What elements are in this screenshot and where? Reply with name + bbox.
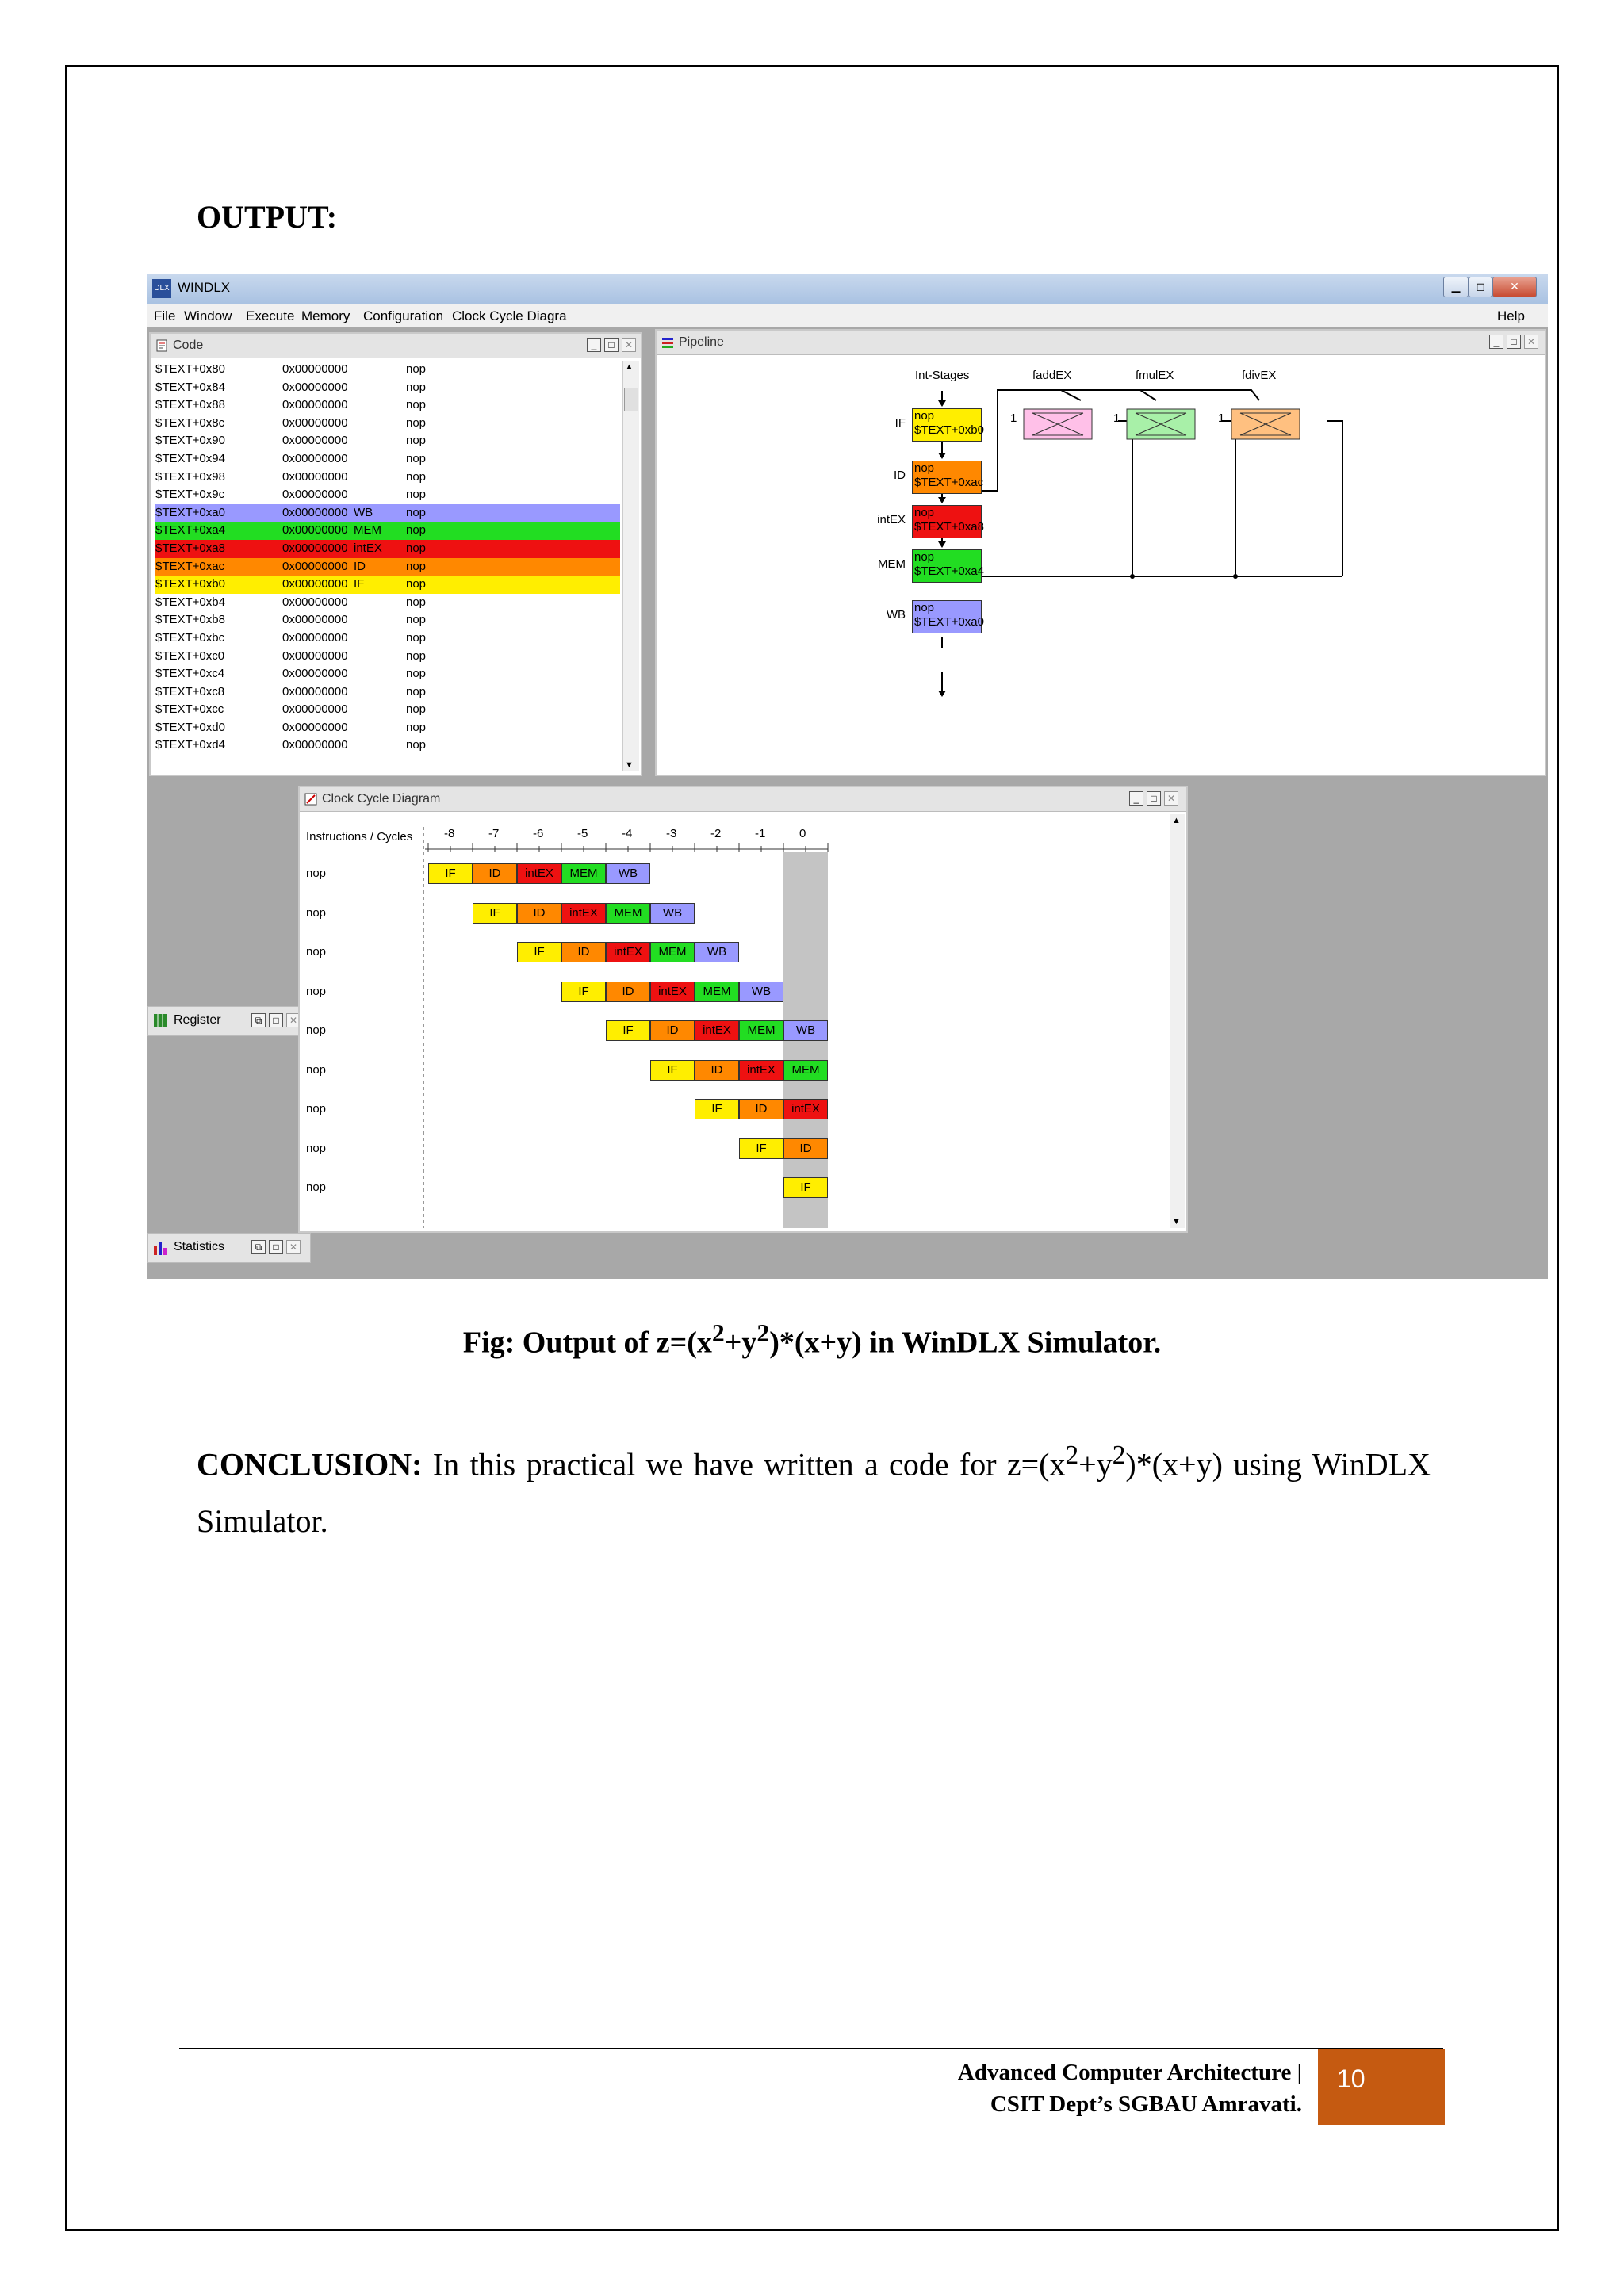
pipeline-stage-label: IF [894,416,906,430]
ccd-stage-cell: ID [650,1020,695,1041]
fp-unit-count: 1 [1218,411,1225,425]
app-titlebar [147,274,1548,304]
menubar [147,304,1548,327]
footer-department: CSIT Dept’s SGBAU Amravati. [990,2091,1302,2117]
register-restore-button[interactable]: ⧉ [251,1013,266,1027]
code-row[interactable] [155,415,620,433]
menu-clock-cycle-diagram[interactable]: Clock Cycle Diagra [452,308,567,323]
code-row[interactable] [155,719,620,737]
code-hex: 0x00000000 [282,398,348,412]
code-addr: $TEXT+0x9c [155,488,225,502]
scroll-down-icon[interactable]: ▼ [625,760,634,770]
code-addr: $TEXT+0x94 [155,451,225,465]
menu-help[interactable]: Help [1497,308,1525,323]
fp-unit-count: 1 [1113,411,1120,425]
code-row[interactable] [155,665,620,683]
ccd-stage-cell: WB [650,903,695,924]
fp-unit-box[interactable] [1231,408,1300,440]
statistics-close-button[interactable]: ✕ [286,1240,301,1254]
scroll-thumb[interactable] [624,388,638,411]
output-heading: OUTPUT: [197,199,338,235]
ccd-stage-cell: ID [606,982,650,1002]
ccd-stage-cell: IF [739,1138,783,1159]
fp-unit-box[interactable] [1023,408,1093,440]
code-addr: $TEXT+0x8c [155,415,225,430]
ccd-stage-cell: ID [517,903,561,924]
ccd-stage-cell: intEX [561,903,606,924]
pipeline-stage-label: MEM [878,557,906,571]
stage-instruction: nop [914,461,935,475]
register-close-button[interactable]: ✕ [286,1013,301,1027]
conclusion-superscript: 2 [1065,1441,1079,1470]
ccd-stage-cell: IF [783,1177,828,1198]
ccd-window-title: Clock Cycle Diagram [322,792,441,806]
code-hex: 0x00000000 [282,362,348,376]
ccd-stage-cell: ID [695,1060,739,1081]
ccd-header-label: Instructions / Cycles [306,830,413,844]
code-hex: 0x00000000 [282,649,348,663]
ccd-stage-cell: MEM [695,982,739,1002]
code-addr: $TEXT+0x84 [155,380,225,394]
pipeline-stage-label: WB [886,608,906,622]
pipeline-window-titlebar [657,331,1545,355]
code-instr: nop [406,738,427,752]
menu-memory[interactable]: Memory [301,308,350,323]
conclusion-text: +y [1078,1446,1113,1483]
code-instr: nop [406,630,427,645]
code-hex: 0x00000000 [282,451,348,465]
pipeline-minimize-button[interactable]: _ [1489,335,1503,349]
ccd-stage-cell: intEX [650,982,695,1002]
ccd-close-button[interactable]: ✕ [1164,791,1178,806]
pipeline-stage-box[interactable] [912,549,982,583]
code-instr: nop [406,451,427,465]
clock-cycle-diagram-window [298,786,1188,1233]
ccd-stage-cell: intEX [783,1099,828,1119]
conclusion-text: )*(x+y) using WinDLX Simulator. [197,1446,1431,1540]
ccd-stage-cell: IF [561,982,606,1002]
ccd-instruction-label: nop [306,1062,327,1077]
ccd-stage-cell: ID [783,1138,828,1159]
ccd-stage-cell: IF [473,903,517,924]
caption-superscript: 2 [711,1319,725,1347]
code-hex: 0x00000000 [282,523,348,538]
register-window-title: Register [174,1013,221,1027]
stage-address: $TEXT+0xa0 [914,615,984,629]
code-hex: 0x00000000 [282,702,348,717]
cycle-label: 0 [799,827,806,840]
code-hex: 0x00000000 [282,415,348,430]
code-instr: nop [406,613,427,627]
ccd-stage-cell: IF [606,1020,650,1041]
code-hex: 0x00000000 [282,738,348,752]
code-minimize-button[interactable]: _ [587,338,601,352]
code-stage: IF [354,577,365,591]
code-row[interactable] [155,486,620,504]
mdi-area [147,327,1548,1279]
code-hex: 0x00000000 [282,595,348,609]
fmulex-header: fmulEX [1136,369,1174,382]
code-hex: 0x00000000 [282,630,348,645]
code-instr: nop [406,649,427,663]
code-hex: 0x00000000 [282,559,348,573]
code-stage: intEX [354,541,382,555]
fdivex-header: fdivEX [1242,369,1277,382]
code-close-button[interactable]: ✕ [622,338,636,352]
statistics-icon [153,1240,169,1256]
cycle-label: -4 [622,827,633,840]
code-stage: MEM [354,523,381,538]
statistics-maximize-button[interactable]: □ [269,1240,283,1254]
stage-instruction: nop [914,506,935,519]
code-addr: $TEXT+0xb4 [155,595,225,609]
code-window-title: Code [173,339,204,352]
register-icon [153,1013,167,1027]
ccd-maximize-button[interactable]: □ [1147,791,1161,806]
code-listing [155,361,620,755]
code-instr: nop [406,434,427,448]
code-row[interactable] [155,432,620,450]
code-instr: nop [406,720,427,734]
code-addr: $TEXT+0xc8 [155,684,225,698]
ccd-instruction-label: nop [306,945,327,959]
code-addr: $TEXT+0xb8 [155,613,225,627]
pipeline-stage-label: intEX [877,513,906,526]
code-maximize-button[interactable]: □ [604,338,619,352]
close-button[interactable]: ✕ [1492,277,1537,297]
code-instr: nop [406,667,427,681]
code-addr: $TEXT+0xb0 [155,577,225,591]
pipeline-stage-box[interactable] [912,461,982,494]
footer-divider [179,2048,1443,2049]
ccd-stage-cell: intEX [739,1060,783,1081]
conclusion-text: In this practical we have written a code for z=(x [422,1446,1066,1483]
footer-course: Advanced Computer Architecture | [957,2060,1302,2085]
code-addr: $TEXT+0xd4 [155,738,225,752]
page-number: 10 [1318,2049,1445,2125]
ccd-instruction-label: nop [306,1181,327,1194]
code-addr: $TEXT+0xd0 [155,720,225,734]
statistics-window-title: Statistics [174,1240,225,1253]
code-window-titlebar [151,334,641,358]
windlx-screenshot [147,274,1548,1279]
code-row[interactable] [155,396,620,415]
code-instr: nop [406,380,427,394]
maximize-button[interactable]: ◻ [1469,277,1492,297]
code-hex: 0x00000000 [282,667,348,681]
code-instr: nop [406,559,427,573]
pipeline-icon [661,336,674,349]
code-row[interactable] [155,648,620,666]
code-addr: $TEXT+0xa8 [155,541,225,555]
code-row[interactable] [155,450,620,469]
conclusion-paragraph [197,1427,1431,1550]
code-hex: 0x00000000 [282,505,348,519]
register-maximize-button[interactable]: □ [269,1013,283,1027]
code-hex: 0x00000000 [282,720,348,734]
code-row[interactable] [155,540,620,558]
ccd-instruction-label: nop [306,867,327,880]
caption-superscript: 2 [756,1319,770,1347]
code-window [149,332,642,776]
caption-part: +y [724,1326,757,1360]
code-row[interactable] [155,504,620,522]
ccd-stage-cell: IF [428,863,473,884]
stage-address: $TEXT+0xb0 [914,423,984,437]
pipeline-stage-box[interactable] [912,505,982,538]
code-instr: nop [406,523,427,538]
register-window-minimized[interactable] [147,1006,311,1036]
code-row[interactable] [155,594,620,612]
stage-address: $TEXT+0xac [914,476,984,489]
ccd-stage-cell: WB [739,982,783,1002]
cycle-label: -3 [666,827,677,840]
code-row[interactable] [155,737,620,755]
ccd-instruction-label: nop [306,1024,327,1037]
code-row[interactable] [155,611,620,629]
code-row[interactable] [155,469,620,487]
cycle-label: -8 [444,827,455,840]
code-hex: 0x00000000 [282,541,348,555]
code-scrollbar[interactable] [622,361,639,771]
minimize-button[interactable]: ▁ [1443,277,1469,297]
pipeline-stage-box[interactable] [912,408,982,442]
code-hex: 0x00000000 [282,469,348,484]
code-instr: nop [406,702,427,717]
code-stage: WB [354,505,373,519]
pipeline-close-button[interactable]: ✕ [1524,335,1538,349]
ccd-body [300,787,1169,1231]
stage-instruction: nop [914,409,935,423]
code-instr: nop [406,415,427,430]
faddex-header: faddEX [1032,369,1072,382]
ccd-stage-cell: MEM [650,942,695,962]
ccd-instruction-label: nop [306,1102,327,1115]
statistics-restore-button[interactable]: ⧉ [251,1240,266,1254]
code-addr: $TEXT+0x80 [155,362,225,376]
ccd-scroll-up-icon[interactable]: ▲ [1172,816,1181,825]
stage-address: $TEXT+0xa4 [914,564,984,578]
ccd-stage-cell: WB [695,942,739,962]
footer-text [958,2057,1302,2120]
code-hex: 0x00000000 [282,380,348,394]
cycle-label: -7 [488,827,500,840]
code-addr: $TEXT+0xbc [155,630,225,645]
ccd-stage-cell: intEX [517,863,561,884]
code-row[interactable] [155,701,620,719]
fp-unit-box[interactable] [1126,408,1196,440]
caption-part: Fig: Output of z=(x [462,1326,712,1360]
pipeline-window-title: Pipeline [679,335,724,349]
conclusion-superscript: 2 [1112,1441,1126,1470]
int-stages-header: Int-Stages [915,369,970,382]
ccd-stage-cell: IF [517,942,561,962]
code-instr: nop [406,595,427,609]
code-instr: nop [406,398,427,412]
ccd-stage-cell: intEX [695,1020,739,1041]
ccd-stage-cell: MEM [739,1020,783,1041]
app-title: WINDLX [178,280,231,295]
menu-configuration[interactable]: Configuration [363,308,444,323]
ccd-stage-cell: IF [650,1060,695,1081]
figure-caption [0,1319,1624,1360]
code-addr: $TEXT+0x98 [155,469,225,484]
code-row[interactable] [155,576,620,594]
code-row[interactable] [155,558,620,576]
ccd-scroll-down-icon[interactable]: ▼ [1172,1217,1181,1226]
code-instr: nop [406,505,427,519]
pipeline-connections [657,354,1545,775]
menu-window[interactable]: Window [184,308,232,323]
caption-part: )*(x+y) in WinDLX Simulator. [769,1326,1162,1360]
cycle-label: -1 [755,827,766,840]
scroll-up-icon[interactable]: ▲ [625,362,634,372]
code-stage: ID [354,559,366,573]
code-addr: $TEXT+0xa4 [155,523,225,538]
ccd-stage-cell: MEM [561,863,606,884]
ccd-stage-cell: WB [783,1020,828,1041]
code-instr: nop [406,488,427,502]
code-hex: 0x00000000 [282,577,348,591]
ccd-stage-cell: intEX [606,942,650,962]
ccd-instruction-label: nop [306,905,327,920]
ccd-axis [300,787,1169,1231]
code-addr: $TEXT+0xcc [155,702,224,717]
code-hex: 0x00000000 [282,684,348,698]
ccd-instruction-label: nop [306,984,327,998]
ccd-stage-cell: MEM [606,903,650,924]
code-addr: $TEXT+0x88 [155,398,225,412]
code-hex: 0x00000000 [282,613,348,627]
stage-instruction: nop [914,601,935,614]
code-instr: nop [406,577,427,591]
ccd-stage-cell: ID [739,1099,783,1119]
ccd-instruction-label: nop [306,1141,327,1155]
stage-address: $TEXT+0xa8 [914,520,984,534]
ccd-stage-cell: IF [695,1099,739,1119]
ccd-stage-cell: MEM [783,1060,828,1081]
pipeline-stage-box[interactable] [912,600,982,633]
code-instr: nop [406,362,427,376]
pipeline-stage-label: ID [894,469,906,482]
code-row[interactable] [155,379,620,397]
menu-file[interactable]: File [154,308,176,323]
code-addr: $TEXT+0xc4 [155,667,225,681]
ccd-stage-cell: ID [561,942,606,962]
code-addr: $TEXT+0x90 [155,434,225,448]
windlx-app-icon: DLX [152,279,171,298]
code-instr: nop [406,469,427,484]
cycle-label: -2 [710,827,722,840]
menu-execute[interactable]: Execute [246,308,295,323]
code-addr: $TEXT+0xac [155,559,225,573]
ccd-minimize-button[interactable]: _ [1129,791,1143,806]
pipeline-window [655,329,1546,776]
pipeline-maximize-button[interactable]: □ [1507,335,1521,349]
ccd-stage-cell: ID [473,863,517,884]
code-row[interactable] [155,522,620,540]
ccd-stage-cell: WB [606,863,650,884]
code-row[interactable] [155,683,620,702]
ccd-scrollbar[interactable] [1170,814,1185,1228]
code-document-icon [155,339,168,352]
code-hex: 0x00000000 [282,434,348,448]
code-row[interactable] [155,629,620,648]
statistics-window-minimized[interactable] [147,1233,311,1263]
cycle-label: -5 [577,827,588,840]
code-instr: nop [406,684,427,698]
code-addr: $TEXT+0xc0 [155,649,225,663]
fp-unit-count: 1 [1010,411,1017,425]
code-row[interactable] [155,361,620,379]
conclusion-label: CONCLUSION: [197,1446,423,1483]
code-hex: 0x00000000 [282,488,348,502]
code-addr: $TEXT+0xa0 [155,505,225,519]
cycle-label: -6 [533,827,544,840]
stage-instruction: nop [914,550,935,564]
code-instr: nop [406,541,427,555]
